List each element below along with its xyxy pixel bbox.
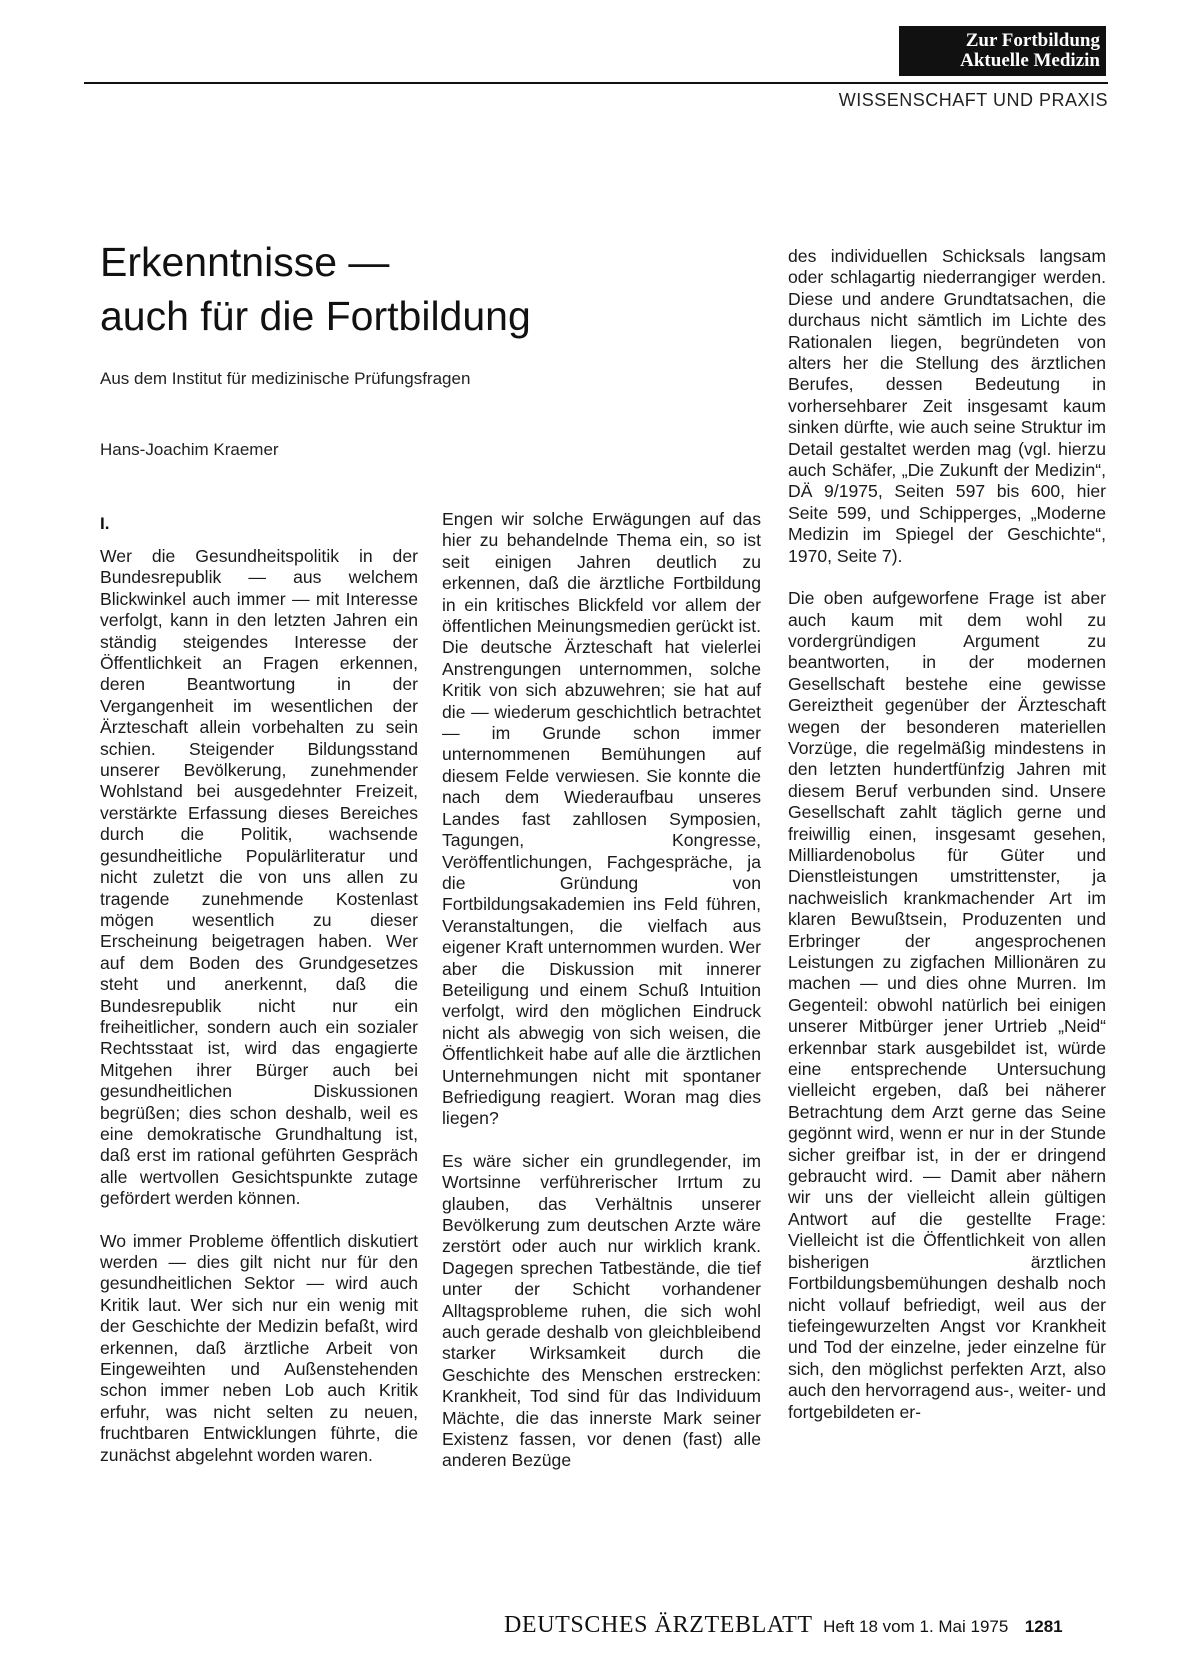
section-number: I. — [100, 514, 110, 533]
text-column-3 — [788, 246, 1106, 1423]
badge-line-2: Aktuelle Medizin — [960, 50, 1100, 71]
paragraph: Es wäre sicher ein grundlegender, im Wortsinne verführerischer Irrtum zu glauben, das Verhältnis unserer Bevölkerung zum deutschen Arzte wäre zerstört oder auch nur wirklich krank. Dagegen sprechen Tatbestände, die tief unter der Schicht vorhandener Alltagsprobleme ruhen, die sich wohl auch gerade deshalb von gleichbleibend starker Wirksamkeit durch die Geschichte des Menschen erstrecken: Krankheit, Tod sind für das Individuum Mächte, die das innerste Mark seiner Existenz fassen, vor denen (fast) alle anderen Bezüge — [442, 1150, 761, 1471]
category-badge — [899, 26, 1106, 76]
badge-line-1: Zur Fortbildung — [965, 30, 1100, 51]
article-subtitle: Aus dem Institut für medizinische Prüfungsfragen — [100, 369, 471, 388]
magazine-name: DEUTSCHES ÄRZTEBLATT — [504, 1612, 813, 1638]
article-author: Hans-Joachim Kraemer — [100, 440, 279, 459]
header-rule — [84, 82, 1108, 84]
paragraph: des individuellen Schicksals langsam oder schlagartig niederrangiger werden. Diese und andere Grundtatsachen, die durchaus nicht sämtlich im Lichte des Rationalen liegen, begründeten von alters her die Stellung des ärztlichen Berufes, dessen Bedeutung in vorhersehbarer Zeit insgesamt kaum sinken dürfte, wie auch seine Struktur im Detail gestaltet werden mag (vgl. hierzu auch Schäfer, „Die Zukunft der Medizin“, DÄ 9/1975, Seiten 597 bis 600, hier Seite 599, und Schipperges, „Moderne Medizin im Spiegel der Geschichte“, 1970, Seite 7). — [788, 246, 1106, 566]
title-line-1: Erkenntnisse — — [100, 239, 390, 285]
paragraph: Die oben aufgeworfene Frage ist aber auch kaum mit dem wohl zu vordergründigen Argument zu beantworten, in der modernen Gesellschaft bestehe eine gewisse Gereiztheit gegenüber der Ärzteschaft wegen der besonderen materiellen Vorzüge, die regelmäßig mindestens in den letzten hundertfünfzig Jahren mit diesem Beruf verbunden sind. Unsere Gesellschaft zahlt täglich gerne und freiwillig einen, insgesamt gesehen, Milliardenobolus für Güter und Dienstleistungen umstrittenster, ja nachweislich krankmachender Art im klaren Bewußtsein, Produzenten und Erbringer der angesprochenen Leistungen zu zigfachen Millionären zu machen — und dies ohne Murren. Im Gegenteil: obwohl natürlich bei einigen unserer Mitbürger jener Urtrieb „Neid“ erkennbar stark ausgebildet ist, würde eine entsprechende Untersuchung vielleicht ergeben, daß bei näherer Betrachtung dem Arzt gerne das Seine gegönnt wird, wenn er nur in der Stunde sicher greifbar ist, in der er dringend gebraucht wird. — Damit aber nähern wir uns der vielleicht allein gültigen Antwort auf die gestellte Frage: Vielleicht ist die Öffentlichkeit von allen bisherigen ärztlichen Fortbildungsbemühungen deshalb noch nicht vollauf befriedigt, weil aus der tiefeingewurzelten Angst vor Krankheit und Tod der einzelne, jeder einzelne für sich, den möglichst perfekten Arzt, also auch den hervorragend aus-, weiter- und fortgebildeten er- — [788, 588, 1106, 1422]
text-column-2 — [442, 509, 761, 1472]
article-title — [100, 235, 531, 343]
page-number: 1281 — [1024, 1617, 1063, 1636]
paragraph: Wer die Gesundheitspolitik in der Bundesrepublik — aus welchem Blickwinkel auch immer — mit Interesse verfolgt, kann in den letzten Jahren ein ständig steigendes Interesse der Öffentlichkeit an Fragen erkennen, deren Beantwortung in der Vergangenheit im wesentlichen der Ärzteschaft allein vorbehalten zu sein schien. Steigender Bildungsstand unserer Bevölkerung, zunehmender Wohlstand bei ausgedehnter Freizeit, verstärkte Erfassung dieses Bereiches durch die Politik, wachsende gesundheitliche Populärliteratur und nicht zuletzt die von uns allen zu tragende zunehmende Kostenlast mögen wesentlich zu dieser Erscheinung beigetragen haben. Wer auf dem Boden des Grundgesetzes steht und anerkennt, daß die Bundesrepublik nicht nur ein freiheitlicher, sondern auch ein sozialer Rechtsstaat ist, wird das engagierte Mitgehen ihrer Bürger auch bei gesundheitlichen Diskussionen begrüßen; dies schon deshalb, weil es eine demokratische Grundhaltung ist, daß erst im rational geführten Gespräch alle wertvollen Gesichtspunkte zutage gefördert werden können. — [100, 546, 418, 1209]
paragraph: Engen wir solche Erwägungen auf das hier zu behandelnde Thema ein, so ist seit einigen Jahren deutlich zu erkennen, daß die ärztliche Fortbildung in ein kritisches Blickfeld vor allem der öffentlichen Meinungsmedien gerückt ist. Die deutsche Ärzteschaft hat vielerlei Anstrengungen unternommen, solche Kritik von sich abzuwehren; sie hat auf die — wiederum geschichtlich betrachtet — im Grunde schon immer unternommenen Bemühungen auf diesem Felde verwiesen. Sie konnte die nach dem Wiederaufbau unseres Landes fast zahllosen Symposien, Tagungen, Kongresse, Veröffentlichungen, Fachgespräche, ja die Gründung von Fortbildungsakademien ins Feld führen, Veranstaltungen, die vielfach aus eigener Kraft unternommen wurden. Wer aber die Diskussion mit innerer Beteiligung und einem Schuß Intuition verfolgt, wird den möglichen Eindruck nicht als abwegig von sich weisen, die Öffentlichkeit habe auf alle die ärztlichen Unternehmungen nicht mit spontaner Befriedigung reagiert. Woran mag dies liegen? — [442, 509, 761, 1129]
paragraph: Wo immer Probleme öffentlich diskutiert werden — dies gilt nicht nur für den gesundheitlichen Sektor — wird auch Kritik laut. Wer sich nur ein wenig mit der Geschichte der Medizin befaßt, wird erkennen, daß ärztliche Arbeit von Eingeweihten und Außenstehenden schon immer neben Lob auch Kritik erfuhr, was nicht selten zu neuen, fruchtbaren Entwicklungen führte, die zunächst abgelehnt worden waren. — [100, 1230, 418, 1465]
issue-info: Heft 18 vom 1. Mai 1975 — [823, 1617, 1009, 1636]
page-footer — [504, 1612, 1063, 1639]
text-column-1 — [100, 546, 418, 1466]
section-label: WISSENSCHAFT UND PRAXIS — [838, 90, 1108, 110]
title-line-2: auch für die Fortbildung — [100, 293, 531, 339]
